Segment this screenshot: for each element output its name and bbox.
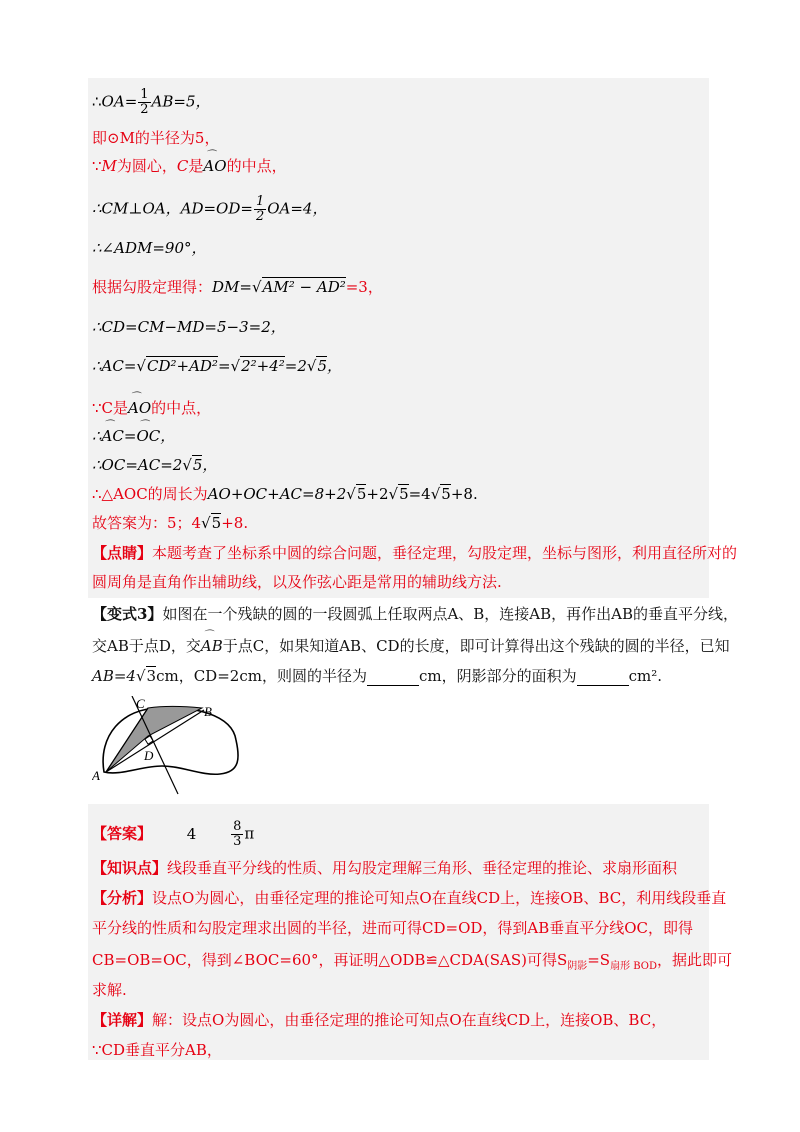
solution-line-9: ∵C是⌒ AO的中点，: [92, 398, 211, 418]
dianjing-line-2: 圆周角是直角作出辅助线，以及作弦心距是常用的辅助线方法.: [92, 573, 502, 591]
variant-line-3: AB=4√3cm，CD=2cm，则圆的半径为 cm，阴影部分的面积为 cm².: [92, 667, 662, 685]
analysis-line-2: 平分线的性质和勾股定理求出圆的半径，进而可得CD=OD，得到AB垂直平分线OC，即得: [92, 919, 694, 937]
solution-line-2: 即⊙M的半径为5，: [92, 129, 220, 147]
solution-line-13: 故答案为：5；4√5+8.: [92, 514, 249, 532]
label-c: C: [136, 696, 145, 711]
analysis-line-3: CB=OB=OC，得到∠BOC=60°，再证明△ODB≌△CDA(SAS)可得$S_{阴影}=S_{扇形 BOD}$，据此即可: [92, 951, 733, 972]
label-a: A: [92, 768, 100, 783]
radius-blank[interactable]: [367, 671, 419, 686]
label-b: B: [204, 704, 212, 719]
solution-line-6: 根据勾股定理得：DM=√AM² − AD²=3，: [92, 278, 383, 296]
solution-line-10: ∴⌒ AC=⌒ OC，: [92, 426, 175, 446]
analysis-line-1: 【分析】设点O为圆心，由垂径定理的推论可知点O在直线CD上，连接OB、BC，利用线段垂直: [92, 889, 727, 907]
solution-line-7: ∴CD=CM−MD=5−3=2，: [92, 318, 286, 336]
solution-line-12: ∴△AOC的周长为AO+OC+AC=8+2√5+2√5=4√5+8.: [92, 485, 478, 503]
variant-line-2: 交AB于点D，交⌒ AB于点C，如果知道AB、CD的长度，即可计算得出这个残缺的圆的半径，已知: [92, 636, 730, 656]
broken-circle-figure: [92, 696, 252, 796]
variant-line-1: 【变式3】如图在一个残缺的圆的一段圆弧上任取两点A、B，连接AB，再作出AB的垂直平分线，: [92, 605, 739, 623]
analysis-line-4: 求解.: [92, 981, 127, 999]
solution-line-5: ∴∠ADM=90°，: [92, 239, 207, 257]
solution-line-11: ∴OC=AC=2√5，: [92, 456, 218, 474]
solution-line-4: ∴CM⊥OA，AD=OD= $\frac{1}{2}$ OA=4，: [92, 194, 328, 224]
solution-line-3: ∵M为圆心，C是⌒ AO的中点，: [92, 156, 287, 176]
solution-line-8: ∴AC=√CD²+AD²=√2²+4²=2√5，: [92, 357, 343, 375]
area-blank[interactable]: [577, 671, 629, 686]
detail-line-2: ∵CD垂直平分AB，: [92, 1041, 222, 1059]
label-d: D: [144, 748, 154, 763]
shaded-region: [106, 707, 202, 773]
knowledge-line: 【知识点】线段垂直平分线的性质、用勾股定理解三角形、垂径定理的推论、求扇形面积: [92, 859, 678, 877]
solution-line-1: ∴OA= $\frac{1}{2}$ AB=5，: [92, 87, 211, 117]
answer-line: 【答案】 4 $\frac{8}{3}$ π: [92, 819, 255, 849]
detail-line-1: 【详解】解：设点O为圆心，由垂径定理的推论可知点O在直线CD上，连接OB、BC，: [92, 1011, 667, 1029]
dianjing-line-1: 【点睛】本题考查了坐标系中圆的综合问题，垂径定理，勾股定理，坐标与图形，利用直径所对的: [92, 544, 738, 562]
